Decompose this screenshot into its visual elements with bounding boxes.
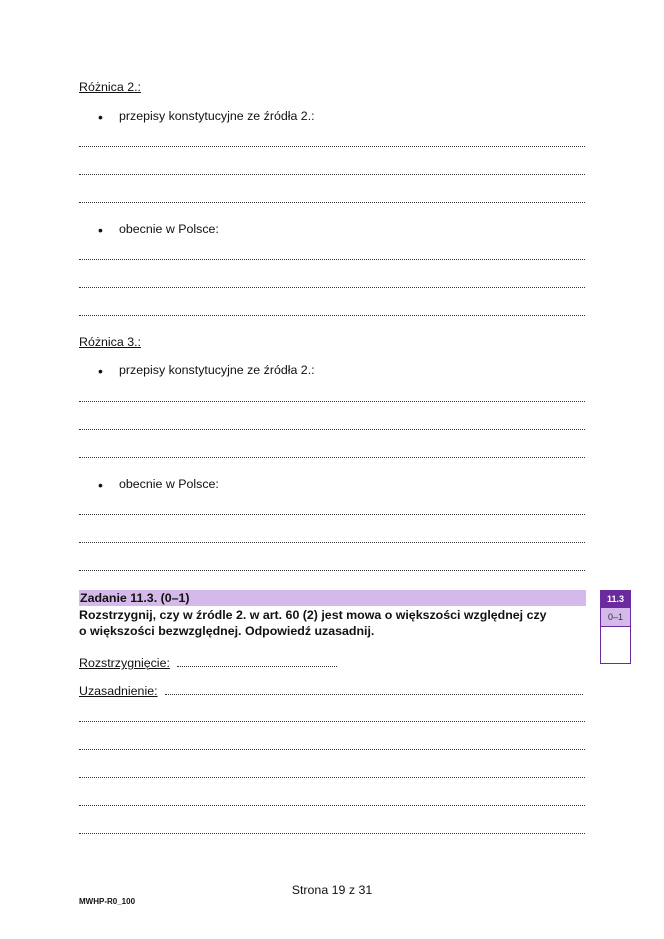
page-number: Strona 19 z 31 — [291, 883, 373, 897]
bullet-icon: • — [98, 477, 103, 493]
answer-line[interactable] — [79, 539, 585, 543]
difference-2-label: Różnica 2.: — [79, 80, 141, 94]
justification-answer-field[interactable] — [165, 684, 583, 695]
resolution-label: Rozstrzygnięcie: — [79, 656, 170, 670]
answer-line[interactable] — [79, 171, 585, 175]
difference-2-poland-label: obecnie w Polsce: — [119, 222, 219, 236]
score-box-points: 0–1 — [600, 608, 631, 627]
answer-line[interactable] — [79, 718, 585, 722]
bullet-icon: • — [98, 363, 103, 379]
difference-3-poland-label: obecnie w Polsce: — [119, 477, 219, 491]
answer-line[interactable] — [79, 256, 585, 260]
answer-line[interactable] — [79, 398, 585, 402]
bullet-icon: • — [98, 109, 103, 125]
justification-row — [79, 684, 583, 698]
answer-line[interactable] — [79, 426, 585, 430]
document-code: MWHP-R0_100 — [79, 897, 136, 906]
answer-line[interactable] — [79, 830, 585, 834]
task-prompt-line-1: Rozstrzygnij, czy w źródle 2. w art. 60 (2) jest mowa o większości względnej czy — [79, 608, 547, 622]
answer-line[interactable] — [79, 199, 585, 203]
answer-line[interactable] — [79, 802, 585, 806]
answer-line[interactable] — [79, 774, 585, 778]
answer-line[interactable] — [79, 284, 585, 288]
score-box-task-id: 11.3 — [600, 590, 631, 608]
answer-line[interactable] — [79, 511, 585, 515]
task-title: Zadanie 11.3. (0–1) — [80, 591, 190, 605]
answer-line[interactable] — [79, 454, 585, 458]
difference-3-label: Różnica 3.: — [79, 335, 141, 349]
justification-label: Uzasadnienie: — [79, 684, 158, 698]
resolution-answer-field[interactable] — [177, 656, 337, 667]
task-prompt-line-2: o większości bezwzględnej. Odpowiedź uzasadnij. — [79, 624, 375, 638]
answer-line[interactable] — [79, 746, 585, 750]
difference-3-source-label: przepisy konstytucyjne ze źródła 2.: — [119, 363, 315, 377]
score-box-entry — [600, 627, 631, 664]
answer-line[interactable] — [79, 312, 585, 316]
difference-2-source-label: przepisy konstytucyjne ze źródła 2.: — [119, 109, 315, 123]
bullet-icon: • — [98, 222, 103, 238]
resolution-row — [79, 656, 337, 670]
answer-line[interactable] — [79, 567, 585, 571]
answer-line[interactable] — [79, 143, 585, 147]
